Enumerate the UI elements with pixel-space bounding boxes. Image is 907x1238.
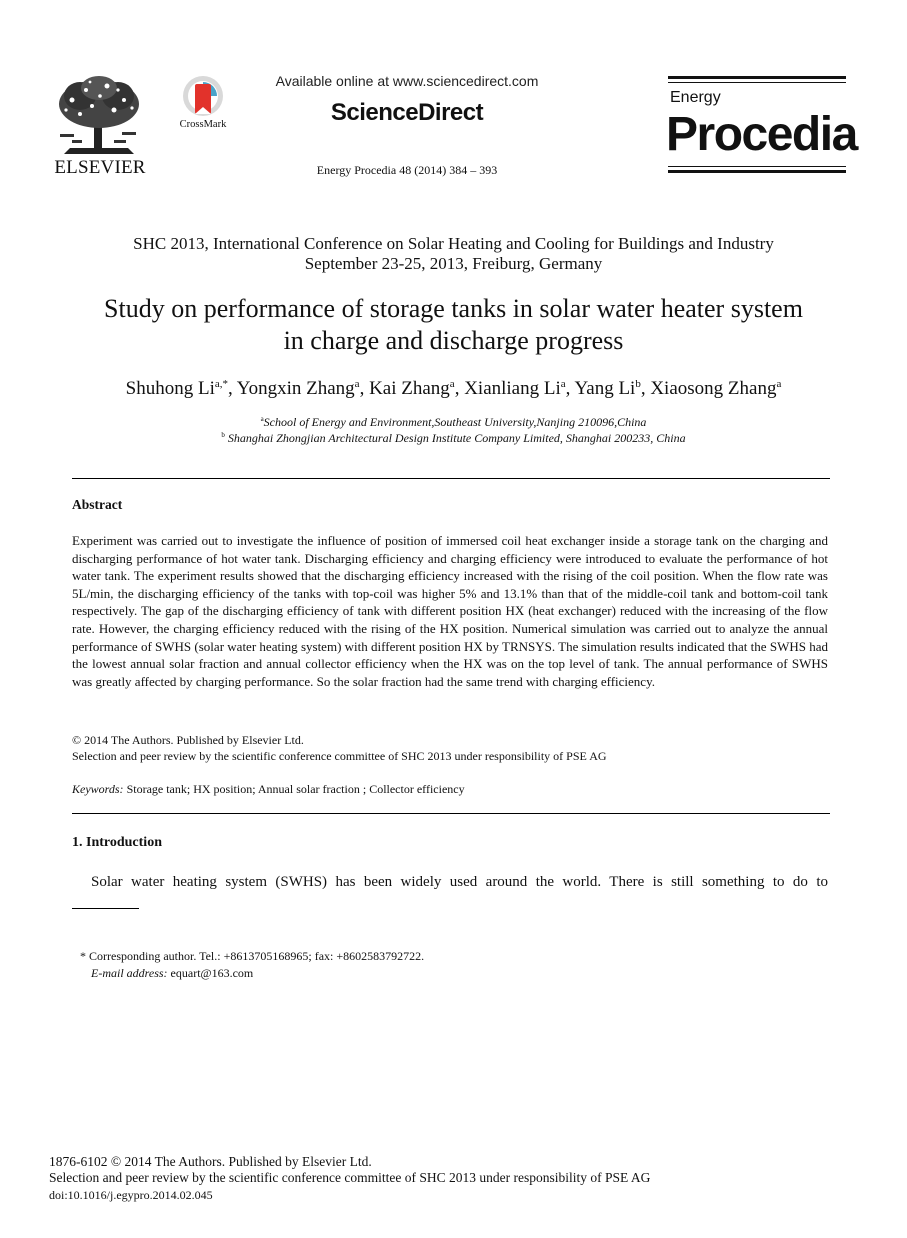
procedia-logo-rule	[668, 76, 846, 79]
author-affiliation-mark: a	[354, 378, 360, 390]
author-name: Shuhong Li	[125, 378, 215, 399]
author-name: Yongxin Zhang	[236, 378, 355, 399]
keywords	[72, 782, 465, 797]
author-name: Xianliang Li	[464, 378, 561, 399]
email-label: E-mail address:	[91, 966, 168, 980]
paper-title-line-2: in charge and discharge progress	[283, 326, 624, 355]
procedia-logo-rule	[668, 166, 846, 167]
doi-link[interactable]: doi:10.1016/j.egypro.2014.02.045	[49, 1188, 213, 1202]
affiliation-b	[0, 431, 907, 446]
author-affiliation-mark: a	[776, 378, 782, 390]
conference-line-1: SHC 2013, International Conference on Solar Heating and Cooling for Buildings and Industry	[133, 234, 774, 253]
keywords-text: Storage tank; HX position; Annual solar fraction ; Collector efficiency	[123, 782, 465, 796]
section-divider	[72, 813, 830, 814]
footnote-divider	[72, 908, 139, 909]
author-separator: ,	[454, 378, 465, 399]
author-separator: ,	[359, 378, 370, 399]
crossmark-label: CrossMark	[179, 119, 227, 130]
sciencedirect-wordmark: ScienceDirect	[330, 99, 484, 126]
conference-line-2: September 23-25, 2013, Freiburg, Germany	[304, 254, 603, 273]
abstract-heading: Abstract	[72, 497, 123, 512]
corresponding-author-mark: *	[222, 378, 228, 390]
affiliation-mark: b	[221, 431, 225, 439]
introduction-heading: 1. Introduction	[72, 835, 162, 850]
email-footnote	[91, 966, 253, 981]
affiliation-mark: a	[260, 415, 264, 423]
available-online-text: Available online at www.sciencedirect.com	[275, 73, 539, 89]
author-affiliation-mark: a	[449, 378, 455, 390]
author-separator: ,	[565, 378, 575, 399]
procedia-logo-wordmark: Procedia	[666, 108, 857, 161]
keywords-label: Keywords:	[72, 782, 124, 796]
affiliation-text: School of Energy and Environment,Southeast University,Nanjing 210096,China	[263, 415, 647, 429]
elsevier-wordmark: ELSEVIER	[54, 157, 146, 178]
affiliation-text: Shanghai Zhongjian Architectural Design Institute Company Limited, Shanghai 200233, China	[224, 431, 686, 445]
peer-review-line: Selection and peer review by the scientific conference committee of SHC 2013 under responsibility of PSE AG	[72, 749, 607, 763]
author-name: Kai Zhang	[369, 378, 450, 399]
author-separator: ,	[640, 378, 651, 399]
journal-reference: Energy Procedia 48 (2014) 384 – 393	[316, 163, 498, 177]
paper-title-line-1: Study on performance of storage tanks in solar water heater system	[104, 294, 803, 323]
issn-copyright-line: 1876-6102 © 2014 The Authors. Published by Elsevier Ltd.	[49, 1154, 372, 1169]
author-name: Yang Li	[574, 378, 636, 399]
procedia-logo-energy: Energy	[670, 89, 721, 106]
introduction-text: Solar water heating system (SWHS) has been widely used around the world. There is still something to do to	[91, 874, 828, 890]
author-affiliation-mark: b	[635, 378, 641, 390]
copyright-line: © 2014 The Authors. Published by Elsevier Ltd.	[72, 733, 304, 747]
author-name: Xiaosong Zhang	[650, 378, 777, 399]
elsevier-tree-logo-icon	[52, 74, 146, 158]
affiliation-a	[0, 415, 907, 430]
procedia-logo-rule	[668, 82, 846, 83]
section-divider	[72, 478, 830, 479]
peer-review-footer: Selection and peer review by the scientific conference committee of SHC 2013 under responsibility of PSE AG	[49, 1170, 651, 1185]
author-list	[0, 378, 907, 400]
email-address[interactable]: equart@163.com	[167, 966, 254, 980]
abstract-text: Experiment was carried out to investigate the influence of position of immersed coil heat exchanger inside a storage tank on the charging and discharging performance of hot water tank. Discharging efficiency and charging efficiency were introduced to evaluate the performance of hot water tank. The experiment results showed that the discharging efficiency increased with the rising of the coil position. When the flow rate was 5L/min, the discharging efficiency of the tanks with top-coil was higher 5% and 13.1% than that of the middle-coil tank and bottom-coil tank respectively. The gap of the discharging efficiency of tank with different position HX (heat exchanger) reduced with the increasing of the flow rate. However, the charging efficiency reduced with the rising of the HX position. Numerical simulation was carried out to analyze the annual performance of SWHS (solar water heating system) with different position HX by TRNSYS. The simulation results indicated that the SWHS had the lowest annual solar fraction and annual collector efficiency when the HX was on the top level of tank. The annual performance of SWHS was greatly affected by charging performance. So the solar fraction had the same trend with charging efficiency.	[72, 533, 828, 689]
procedia-logo-rule	[668, 170, 846, 173]
author-separator: ,	[227, 378, 237, 399]
corresponding-author-footnote: * Corresponding author. Tel.: +8613705168965; fax: +8602583792722.	[80, 949, 425, 963]
author-affiliation-mark: a	[560, 378, 566, 390]
author-affiliation-mark: a,	[214, 378, 223, 390]
